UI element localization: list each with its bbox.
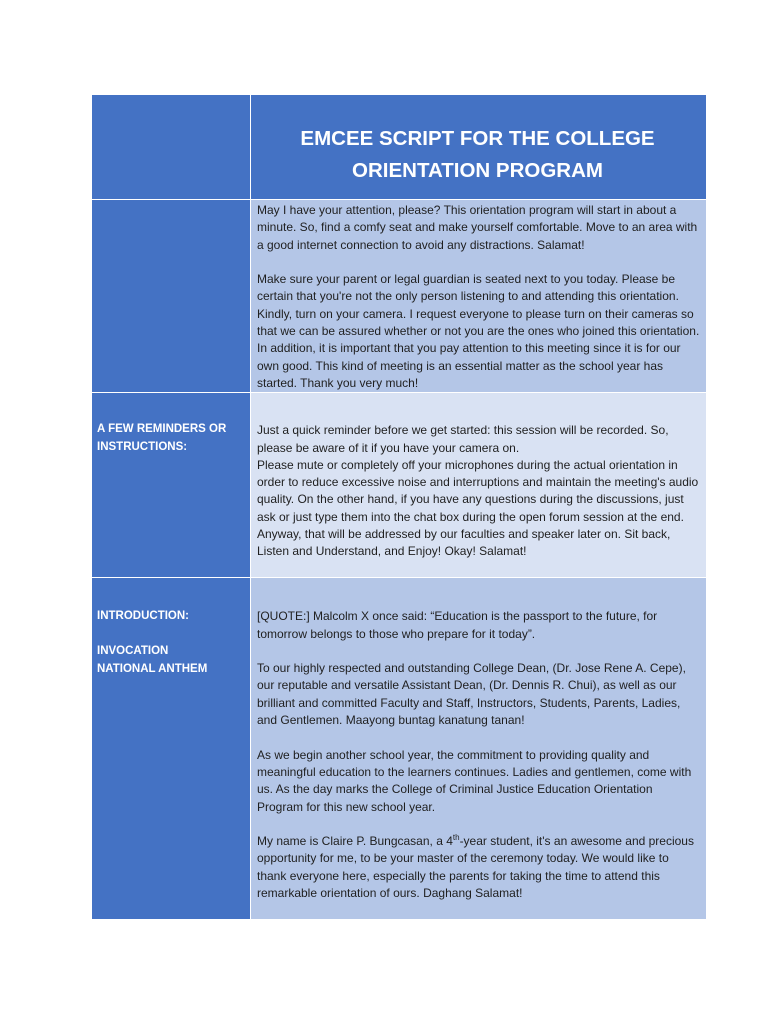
emcee-intro-text: My name is Claire P. Bungcasan, a 4 — [257, 834, 453, 849]
attention-paragraph: May I have your attention, please? This orientation program will start in about a minute. So, find a comfy seat and make yourself comfortable. Move to an area with a good internet connection to avoid any distractions. Salamat! — [257, 203, 698, 252]
quote-paragraph: [QUOTE:] Malcolm X once said: “Education is the passport to the future, for tomorrow belongs to those who prepare for it today”. — [257, 609, 658, 641]
opening-content-cell — [251, 200, 707, 393]
title-row — [92, 95, 707, 200]
introduction-row — [92, 578, 707, 920]
opening-row — [92, 200, 707, 393]
recording-reminder: Just a quick reminder before we get started: this session will be recorded. So, please be aware of it if you have your camera on. — [257, 423, 669, 455]
document-title: EMCEE SCRIPT FOR THE COLLEGE ORIENTATION PROGRAM — [300, 127, 655, 182]
school-year-paragraph: As we begin another school year, the commitment to providing quality and meaningful education to the learners continues. Ladies and gentlemen, come with us. As the day marks the College of Criminal Justice Education Orientation Program for this new school year. — [257, 747, 692, 814]
ordinal-suffix: th — [452, 833, 460, 843]
reminders-label-cell — [92, 393, 251, 578]
greeting-paragraph: To our highly respected and outstanding College Dean, (Dr. Jose Rene A. Cepe), our reputable and versatile Assistant Dean, (Dr. Dennis R. Chui), as well as our brilliant and committed Faculty and Staff, Instructors, Students, Parents, Ladies, and Gentlemen. Maayong buntag kanatung tanan! — [257, 661, 686, 728]
opening-label-cell — [92, 200, 251, 393]
invocation-label: INVOCATION — [97, 645, 169, 658]
title-left-cell — [92, 95, 251, 200]
mute-reminder: Please mute or completely off your microphones during the actual orientation in order to reduce excessive noise and interruptions and maintain the meeting's audio quality. On the other hand, if you have any questions during the discussions, just ask or just type them into the chat box during the open forum session at the end. Anyway, that will be addressed by our faculties and speaker later on. Sit back, Listen and Understand, and Enjoy! Okay! Salamat! — [257, 457, 699, 559]
guardian-paragraph: Make sure your parent or legal guardian is seated next to you today. Please be certain that you're not the only person listening to and attending this orientation. Kindly, turn on your camera. I request everyone to please turn on their cameras so that we can be assured whether or not you are the ones who joined this orientation. In addition, it is important that you pay attention to this meeting since it is for our own good. This kind of meeting is an essential matter as the school year has started. Thank you very much! — [257, 272, 700, 390]
title-cell — [251, 95, 707, 200]
introduction-label-cell — [92, 578, 251, 920]
reminders-row — [92, 393, 707, 578]
introduction-content-cell — [251, 578, 707, 920]
script-table — [91, 94, 707, 920]
emcee-intro-paragraph — [257, 833, 700, 902]
reminders-label: A FEW REMINDERS OR INSTRUCTIONS: — [97, 423, 227, 453]
introduction-label: INTRODUCTION: — [97, 610, 189, 623]
reminders-content-cell — [251, 393, 707, 578]
national-anthem-label: NATIONAL ANTHEM — [97, 662, 208, 675]
emcee-intro-text-cont: -year student, it's an awesome and precious opportunity for me, to be your master of the ceremony today. We would like to thank everyone here, especially the parents for taking the time to attend this remarkable orientation of ours. Daghang Salamat! — [257, 834, 694, 901]
